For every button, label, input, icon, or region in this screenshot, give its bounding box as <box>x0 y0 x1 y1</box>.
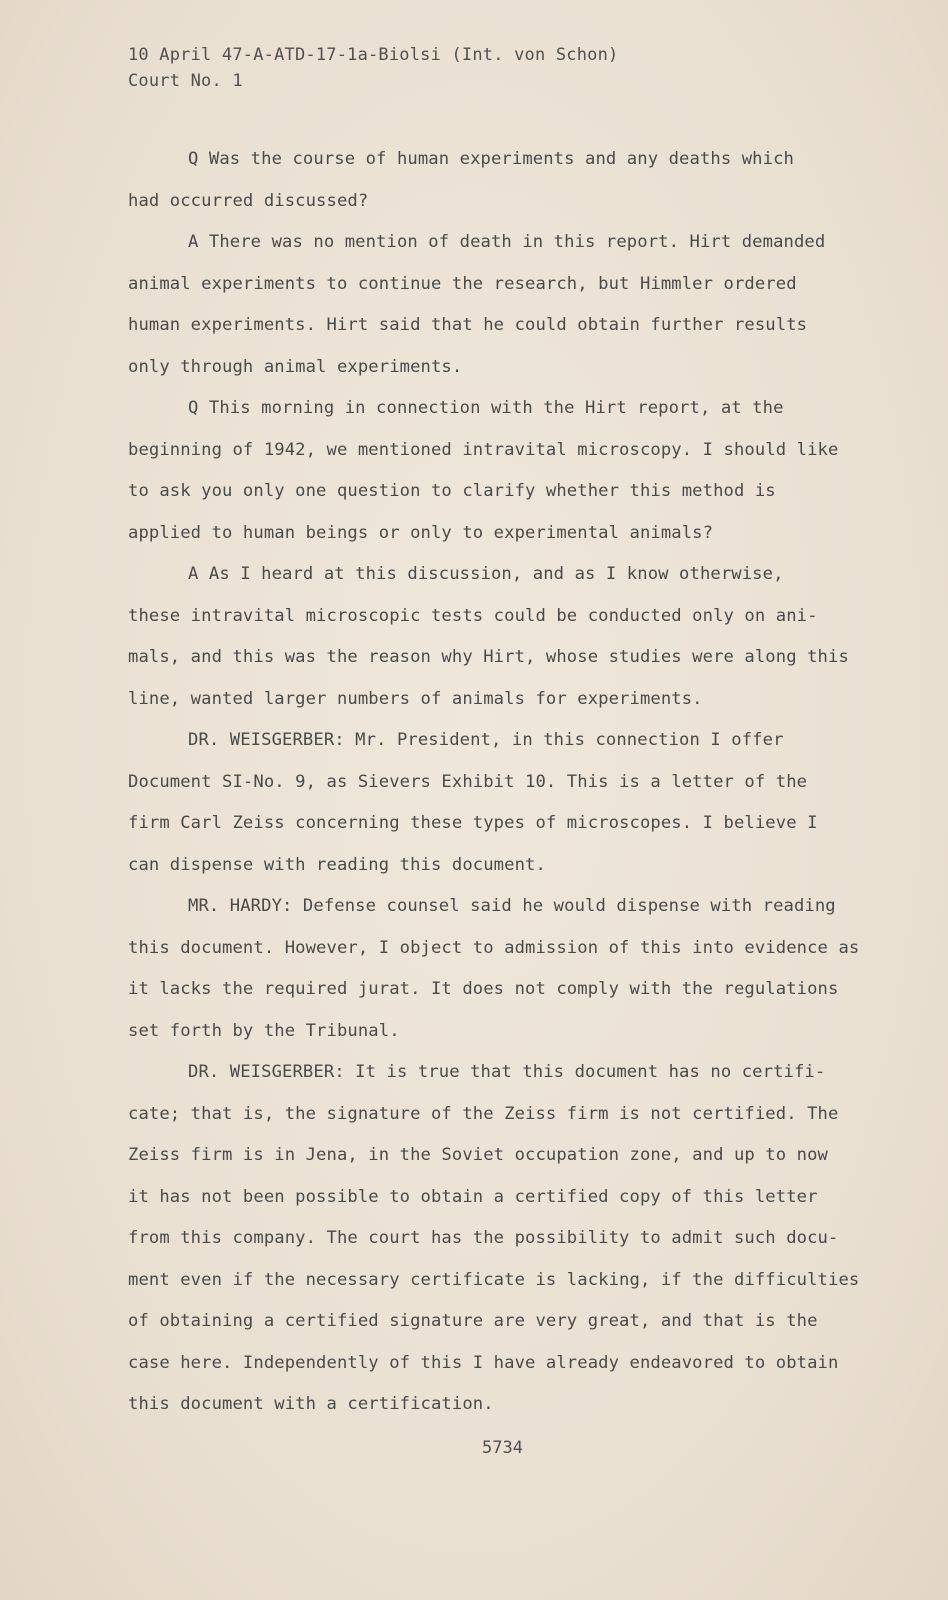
transcript-line: Document SI-No. 9, as Sievers Exhibit 10. This is a letter of the <box>128 771 808 792</box>
transcript-line: to ask you only one question to clarify whether this method is <box>128 481 776 501</box>
transcript-line: animal experiments to continue the research, but Himmler ordered <box>128 273 797 294</box>
document-header <box>128 42 618 94</box>
transcript-line: had occurred discussed? <box>128 190 369 211</box>
transcript-line: these intravital microscopic tests could be conducted only on ani- <box>128 605 818 626</box>
header-reference-line: 10 April 47-A-ATD-17-1a-Biolsi (Int. von Schon) <box>128 45 619 65</box>
transcript-line: it has not been possible to obtain a certified copy of this letter <box>128 1186 818 1207</box>
transcript-line: DR. WEISGERBER: It is true that this document has no certifi- <box>188 1062 826 1082</box>
transcript-line: from this company. The court has the possibility to admit such docu- <box>128 1228 839 1248</box>
transcript-line: this document with a certification. <box>128 1394 494 1414</box>
transcript-line: set forth by the Tribunal. <box>128 1020 400 1041</box>
transcript-line: it lacks the required jurat. It does not comply with the regulations <box>128 979 839 999</box>
transcript-line: MR. HARDY: Defense counsel said he would dispense with reading <box>188 896 836 916</box>
transcript-line: Zeiss firm is in Jena, in the Soviet occupation zone, and up to now <box>128 1145 828 1165</box>
transcript-line: can dispense with reading this document. <box>128 854 546 875</box>
transcript-line: this document. However, I object to admission of this into evidence as <box>128 937 860 958</box>
transcript-line: line, wanted larger numbers of animals for experiments. <box>128 688 703 709</box>
transcript-line: human experiments. Hirt said that he could obtain further results <box>128 315 808 335</box>
transcript-line: mals, and this was the reason why Hirt, whose studies were along this <box>128 647 849 667</box>
transcript-line: applied to human beings or only to experimental animals? <box>128 522 714 543</box>
header-court-line: Court No. 1 <box>128 71 243 91</box>
transcript-line: A As I heard at this discussion, and as I know otherwise, <box>188 564 784 584</box>
transcript-line: beginning of 1942, we mentioned intravital microscopy. I should like <box>128 439 839 460</box>
transcript-line: Q This morning in connection with the Hirt report, at the <box>188 398 784 418</box>
transcript-body <box>128 139 860 1426</box>
transcript-line: ment even if the necessary certificate is lacking, if the difficulties <box>128 1269 860 1290</box>
transcript-line: Q Was the course of human experiments and any deaths which <box>188 149 794 169</box>
transcript-line: cate; that is, the signature of the Zeiss firm is not certified. The <box>128 1103 839 1124</box>
transcript-line: only through animal experiments. <box>128 356 463 377</box>
transcript-line: firm Carl Zeiss concerning these types of microscopes. I believe I <box>128 813 818 833</box>
transcript-line: case here. Independently of this I have already endeavored to obtain <box>128 1352 839 1373</box>
page-number: 5734 <box>482 1438 523 1458</box>
transcript-line: of obtaining a certified signature are very great, and that is the <box>128 1311 818 1331</box>
transcript-line: DR. WEISGERBER: Mr. President, in this connection I offer <box>188 730 784 750</box>
transcript-line: A There was no mention of death in this report. Hirt demanded <box>188 232 826 252</box>
